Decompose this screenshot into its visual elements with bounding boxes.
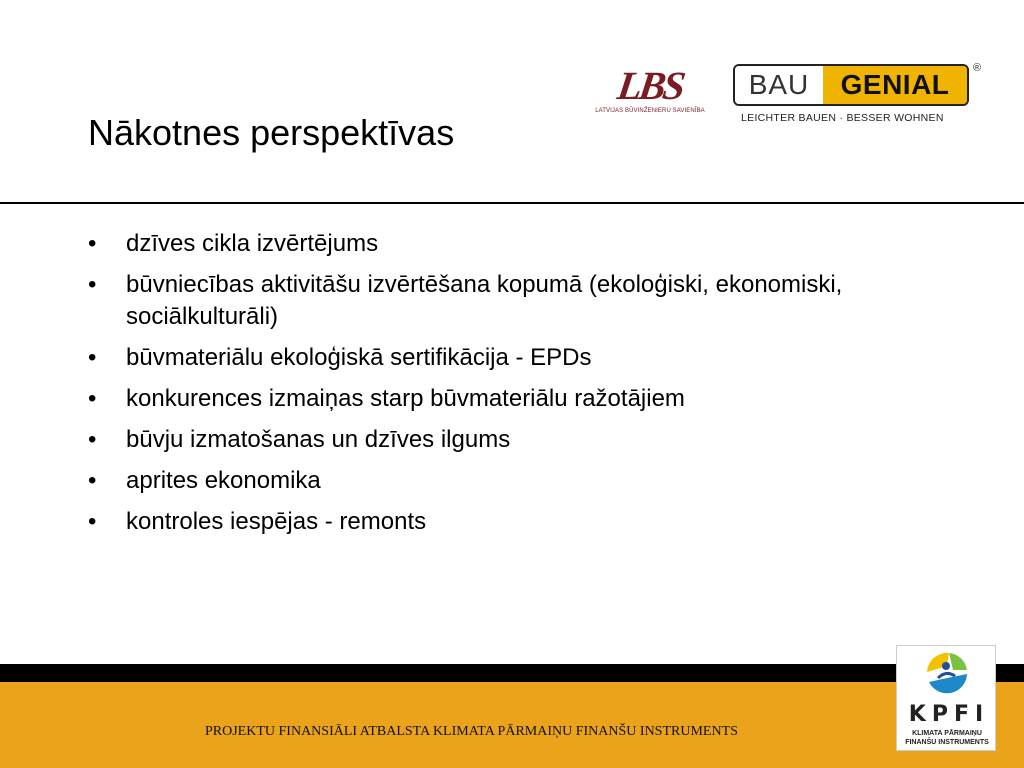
bullet-text: dzīves cikla izvērtējums: [126, 230, 379, 257]
bullet-icon: •: [88, 426, 97, 453]
lbs-logo-subtitle: LATVIJAS BŪVINŽENIERU SAVIENĪBA: [595, 108, 705, 114]
lbs-logo: [590, 63, 710, 122]
baugenial-tagline: LEICHTER BAUEN · BESSER WOHNEN: [741, 112, 944, 124]
kpfi-line1: KLIMATA PĀRMAIŅU: [912, 730, 982, 737]
list-item: [88, 465, 868, 497]
kpfi-letters: KPFI: [908, 702, 990, 727]
list-item: [88, 269, 868, 333]
kpfi-line2: FINANŠU INSTRUMENTS: [905, 739, 989, 746]
bullet-icon: •: [88, 508, 97, 535]
bullet-text: aprites ekonomika: [126, 467, 321, 494]
list-item: [88, 342, 868, 374]
title-divider: [0, 202, 1024, 204]
baugenial-logo-bau: BAU: [735, 66, 823, 104]
baugenial-logo: [733, 62, 982, 126]
lbs-logo-mark: LBS: [614, 63, 686, 108]
bullet-icon: •: [88, 385, 97, 412]
baugenial-logo-box: [733, 64, 969, 106]
registered-mark: ®: [973, 62, 982, 74]
list-item: [88, 228, 868, 260]
kpfi-logo: [896, 645, 996, 751]
bullet-text: būvniecības aktivitāšu izvērtēšana kopumā (ekoloģiski, ekonomiski, sociālkulturāli): [126, 271, 843, 330]
list-item: [88, 506, 868, 538]
bullet-list: [88, 228, 868, 547]
list-item: [88, 383, 868, 415]
baugenial-logo-genial: GENIAL: [823, 66, 967, 104]
bullet-text: konkurences izmaiņas starp būvmateriālu ražotājiem: [126, 385, 685, 412]
bullet-text: kontroles iespējas - remonts: [126, 508, 427, 535]
footer-text: PROJEKTU FINANSIĀLI ATBALSTA KLIMATA PĀRMAIŅU FINANŠU INSTRUMENTS: [205, 724, 738, 739]
bullet-icon: •: [88, 344, 97, 371]
slide-title: Nākotnes perspektīvas: [88, 112, 455, 153]
list-item: [88, 424, 868, 456]
bullet-icon: •: [88, 230, 97, 257]
bullet-text: būvju izmatošanas un dzīves ilgums: [126, 426, 511, 453]
bullet-icon: •: [88, 271, 97, 298]
kpfi-emblem-icon: [919, 648, 975, 700]
bullet-text: būvmateriālu ekoloģiskā sertifikācija - EPDs: [126, 344, 592, 371]
bullet-icon: •: [88, 467, 97, 494]
footer-black-band: [0, 664, 1024, 682]
